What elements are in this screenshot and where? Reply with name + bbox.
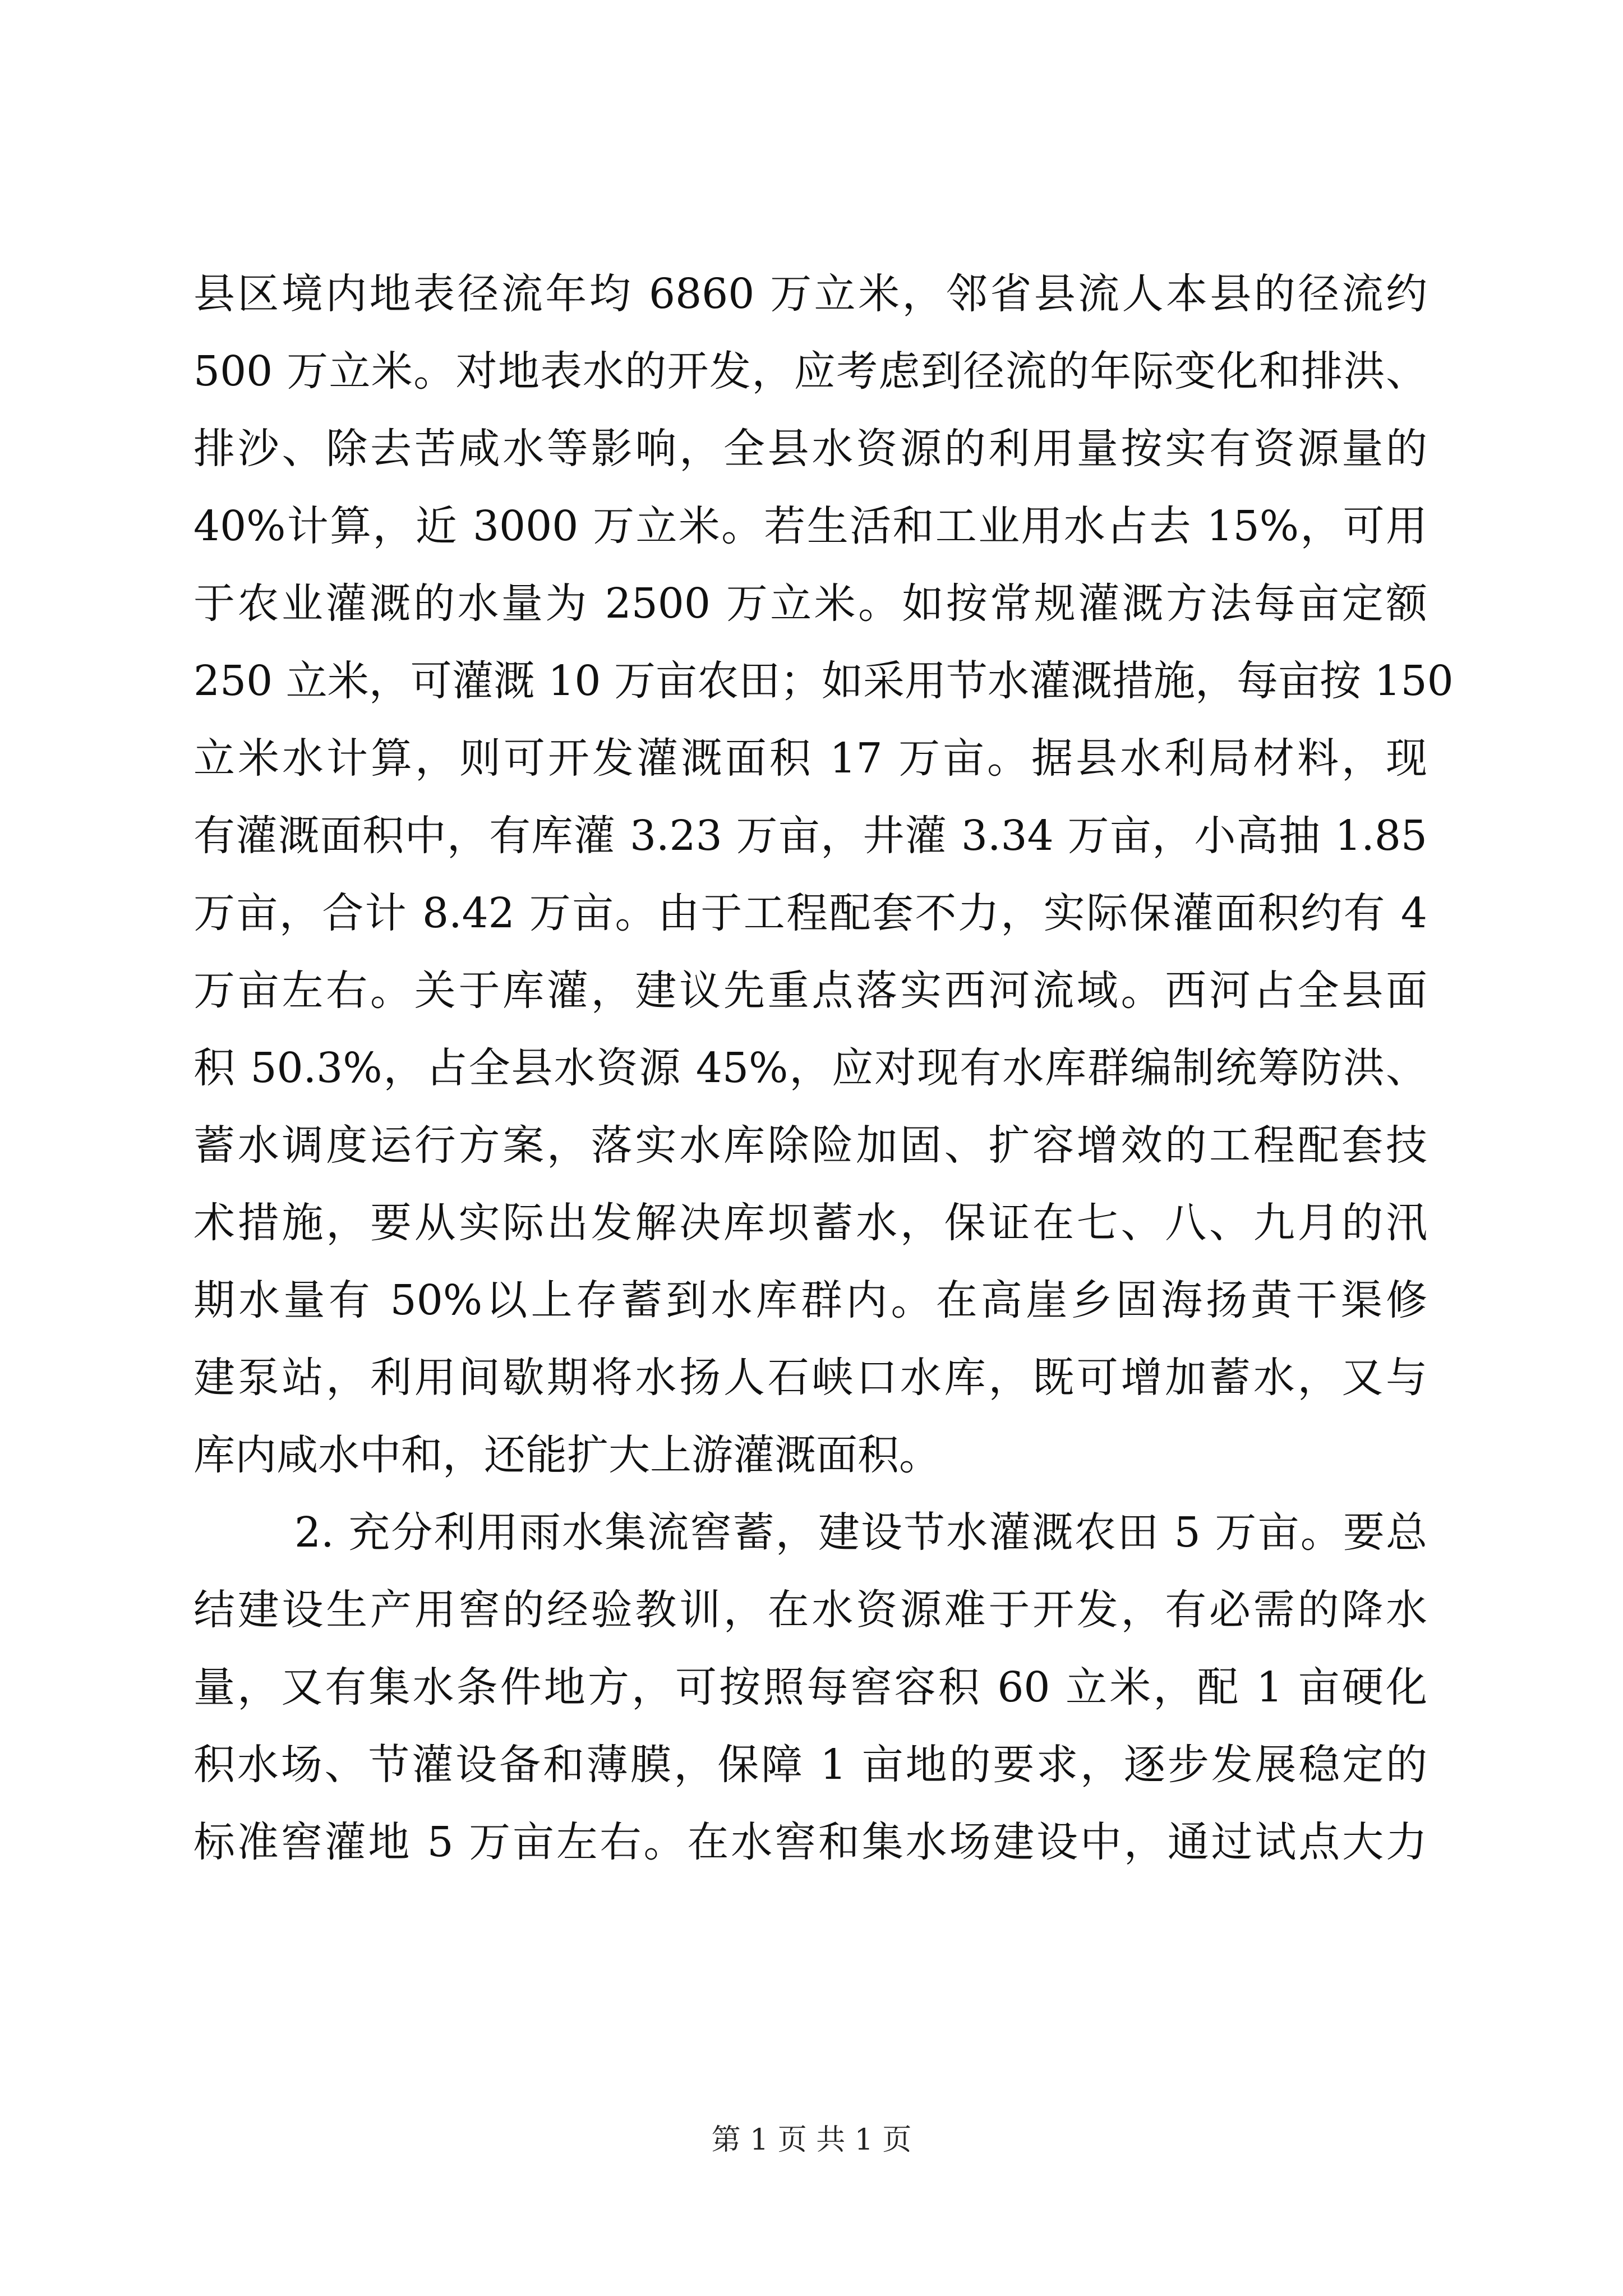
paragraph-start-line: 2. 充分利用雨水集流窖蓄，建设节水灌溉农田 5 万亩。要总 bbox=[294, 1508, 1427, 1557]
text-line: 积 50.3%，占全县水资源 45%，应对现有水库群编制统筹防洪、 bbox=[193, 1044, 1427, 1092]
text-line: 万亩左右。关于库灌，建议先重点落实西河流域。西河占全县面 bbox=[193, 967, 1427, 1015]
text-line: 术措施，要从实际出发解决库坝蓄水，保证在七、八、九月的汛 bbox=[193, 1199, 1427, 1247]
text-line: 万亩，合计 8.42 万亩。由于工程配套不力，实际保灌面积约有 4 bbox=[193, 889, 1427, 937]
text-line: 500 万立米。对地表水的开发，应考虑到径流的年际变化和排洪、 bbox=[193, 347, 1427, 395]
text-line: 蓄水调度运行方案，落实水库除险加固、扩容增效的工程配套技 bbox=[193, 1121, 1427, 1170]
text-line: 量，又有集水条件地方，可按照每窖容积 60 立米，配 1 亩硬化 bbox=[193, 1663, 1427, 1711]
text-line: 立米水计算，则可开发灌溉面积 17 万亩。据县水利局材料，现 bbox=[193, 734, 1427, 783]
page-footer: 第 1 页 共 1 页 bbox=[711, 2123, 912, 2157]
text-line: 于农业灌溉的水量为 2500 万立米。如按常规灌溉方法每亩定额 bbox=[193, 579, 1427, 628]
text-line: 40%计算，近 3000 万立米。若生活和工业用水占去 15%，可用 bbox=[193, 502, 1427, 550]
paragraph-end-line: 库内咸水中和，还能扩大上游灌溉面积。 bbox=[193, 1431, 940, 1479]
body-text bbox=[193, 255, 1454, 1881]
text-line: 标准窖灌地 5 万亩左右。在水窖和集水场建设中，通过试点大力 bbox=[193, 1818, 1427, 1866]
text-line: 250 立米，可灌溉 10 万亩农田；如采用节水灌溉措施，每亩按 150 bbox=[193, 657, 1454, 705]
text-line: 县区境内地表径流年均 6860 万立米，邻省县流人本县的径流约 bbox=[193, 270, 1427, 318]
text-line: 期水量有 50%以上存蓄到水库群内。在高崖乡固海扬黄干渠修 bbox=[193, 1276, 1427, 1324]
text-line: 结建设生产用窖的经验教训，在水资源难于开发，有必需的降水 bbox=[193, 1586, 1427, 1634]
text-line: 排沙、除去苦咸水等影响，全县水资源的利用量按实有资源量的 bbox=[193, 425, 1427, 473]
text-line: 有灌溉面积中，有库灌 3.23 万亩，井灌 3.34 万亩，小高抽 1.85 bbox=[193, 812, 1427, 860]
text-line: 建泵站，利用间歇期将水扬人石峡口水库，既可增加蓄水，又与 bbox=[193, 1354, 1427, 1402]
text-line: 积水场、节灌设备和薄膜，保障 1 亩地的要求，逐步发展稳定的 bbox=[193, 1741, 1427, 1789]
